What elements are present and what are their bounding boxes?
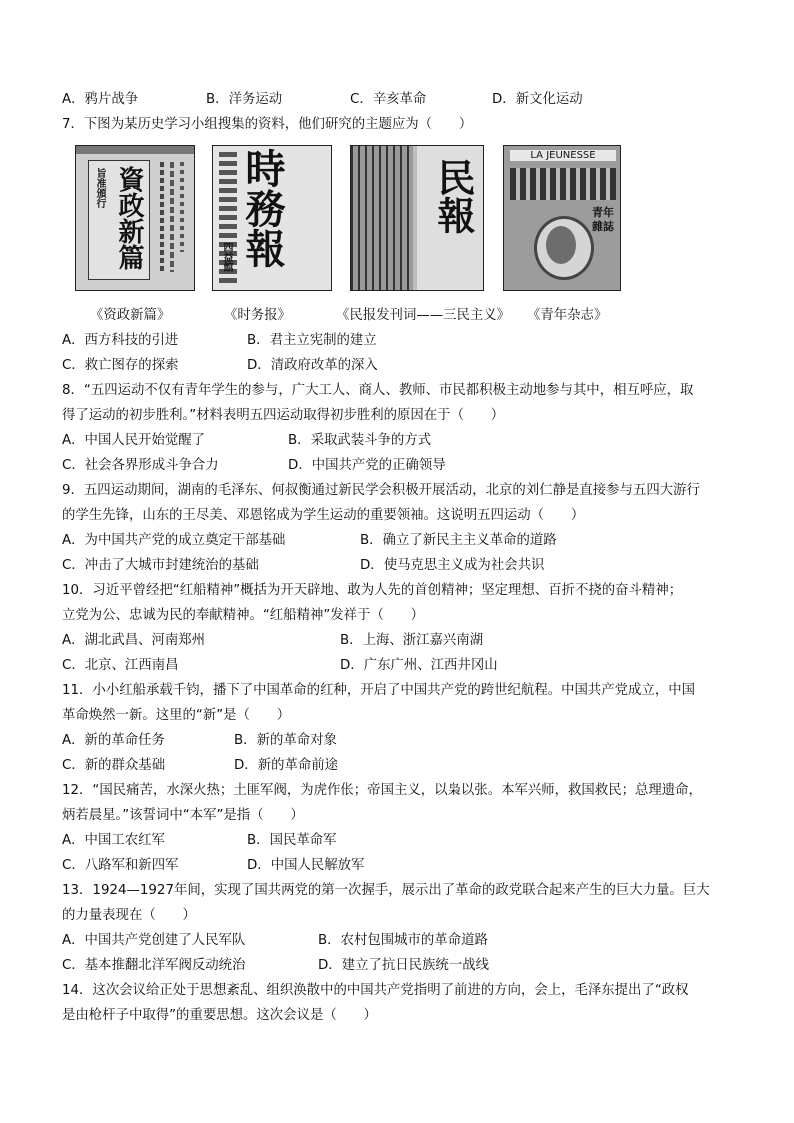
q11-stem-line-1: 11．小小红船承载千钧，播下了中国革命的红种，开启了中国共产党的跨世纪航程。中国共产党成立，中国	[62, 683, 696, 698]
minbao-image	[350, 145, 484, 291]
caption-shiwubao: 《时务报》	[224, 308, 291, 323]
q11-option-a: A．新的革命任务	[62, 733, 165, 748]
shiwubao-side-label: 四益館	[221, 242, 232, 272]
q12-option-c: C．八路军和新四军	[62, 858, 179, 873]
q13-option-d: D．建立了抗日民族统一战线	[318, 958, 489, 973]
q11-stem-line-2: 革命焕然一新。这里的“新”是（ ）	[62, 708, 291, 723]
caption-zizheng: 《资政新篇》	[90, 308, 171, 323]
qingnian-title-text: 青年雜誌	[592, 206, 614, 233]
q10-stem-line-2: 立党为公、忠诚为民的奉献精神。“红船精神”发祥于（ ）	[62, 608, 425, 623]
caption-qingnian: 《青年杂志》	[527, 308, 608, 323]
shiwubao-image	[212, 145, 332, 291]
q8-option-b: B．采取武装斗争的方式	[288, 433, 432, 448]
zizheng-side-label: 旨准頒行	[94, 168, 105, 208]
q7-option-a: A．西方科技的引进	[62, 333, 179, 348]
q6-option-a: A．鸦片战争	[62, 92, 139, 107]
q9-stem-line-2: 的学生先锋，山东的王尽美、邓恩铭成为学生运动的重要领袖。这说明五四运动（ ）	[62, 508, 585, 523]
q8-option-a: A．中国人民开始觉醒了	[62, 433, 206, 448]
q13-stem-line-1: 13．1924—1927年间，实现了国共两党的第一次握手，展示出了革命的政党联合起来产生的巨大力量。巨大	[62, 883, 710, 898]
q9-option-d: D．使马克思主义成为社会共识	[360, 558, 545, 573]
q13-option-a: A．中国共产党创建了人民军队	[62, 933, 246, 948]
la-jeunesse-banner: LA JEUNESSE	[510, 150, 616, 161]
q13-option-b: B．农村包围城市的革命道路	[318, 933, 488, 948]
q6-option-d: D．新文化运动	[492, 92, 583, 107]
q12-option-b: B．国民革命军	[247, 833, 337, 848]
q9-stem-line-1: 9．五四运动期间，湖南的毛泽东、何叔衡通过新民学会积极开展活动，北京的刘仁静是直接参与五四大游行	[62, 483, 700, 498]
q13-option-c: C．基本推翻北洋军阀反动统治	[62, 958, 246, 973]
q13-stem-line-2: 的力量表现在（ ）	[62, 908, 196, 923]
shiwubao-title-text: 時務報	[239, 148, 286, 268]
q11-option-b: B．新的革命对象	[234, 733, 337, 748]
q8-stem-line-2: 得了运动的初步胜利。”材料表明五四运动取得初步胜利的原因在于（ ）	[62, 408, 505, 423]
qingnian-zazhi-image	[503, 145, 621, 291]
q14-stem-line-1: 14．这次会议给正处于思想紊乱、组织涣散中的中国共产党指明了前进的方向，会上，毛泽东提出了“政权	[62, 983, 689, 998]
q7-option-d: D．清政府改革的深入	[247, 358, 378, 373]
q12-option-a: A．中国工农红军	[62, 833, 165, 848]
q12-stem-line-1: 12．“国民痛苦，水深火热；土匪军阀，为虎作伥；帝国主义，以枭以张。本军兴师，救国救民；总理遗命，	[62, 783, 702, 798]
q8-stem-line-1: 8．“五四运动不仅有青年学生的参与，广大工人、商人、教师、市民都积极主动地参与其中，相互呼应，取	[62, 383, 694, 398]
q7-stem: 7．下图为某历史学习小组搜集的资料，他们研究的主题应为（ ）	[62, 117, 473, 132]
q10-option-c: C．北京、江西南昌	[62, 658, 179, 673]
zizheng-xinpian-image	[75, 145, 195, 291]
q10-option-a: A．湖北武昌、河南郑州	[62, 633, 206, 648]
q10-option-d: D．广东广州、江西井冈山	[340, 658, 498, 673]
q10-stem-line-1: 10．习近平曾经把“红船精神”概括为开天辟地、敢为人先的首创精神；坚定理想、百折不挠的奋斗精神；	[62, 583, 683, 598]
q8-option-d: D．中国共产党的正确领导	[288, 458, 446, 473]
minbao-title-text: 民報	[431, 158, 476, 234]
q11-option-c: C．新的群众基础	[62, 758, 166, 773]
q7-option-b: B．君主立宪制的建立	[247, 333, 377, 348]
q6-option-c: C．辛亥革命	[350, 92, 427, 107]
q9-option-a: A．为中国共产党的成立奠定干部基础	[62, 533, 286, 548]
q7-option-c: C．救亡图存的探索	[62, 358, 179, 373]
q9-option-b: B．确立了新民主主义革命的道路	[360, 533, 557, 548]
q8-option-c: C．社会各界形成斗争合力	[62, 458, 219, 473]
q14-stem-line-2: 是由枪杆子中取得”的重要思想。这次会议是（ ）	[62, 1008, 377, 1023]
q12-option-d: D．中国人民解放军	[247, 858, 365, 873]
caption-minbao: 《民报发刊词——三民主义》	[336, 308, 511, 323]
zizheng-title-text: 資政新篇	[114, 166, 144, 270]
q10-option-b: B．上海、浙江嘉兴南湖	[340, 633, 484, 648]
q9-option-c: C．冲击了大城市封建统治的基础	[62, 558, 259, 573]
q6-option-b: B．洋务运动	[206, 92, 283, 107]
q11-option-d: D．新的革命前途	[234, 758, 339, 773]
q12-stem-line-2: 炳若晨星。”该誓词中“本军”是指（ ）	[62, 808, 304, 823]
